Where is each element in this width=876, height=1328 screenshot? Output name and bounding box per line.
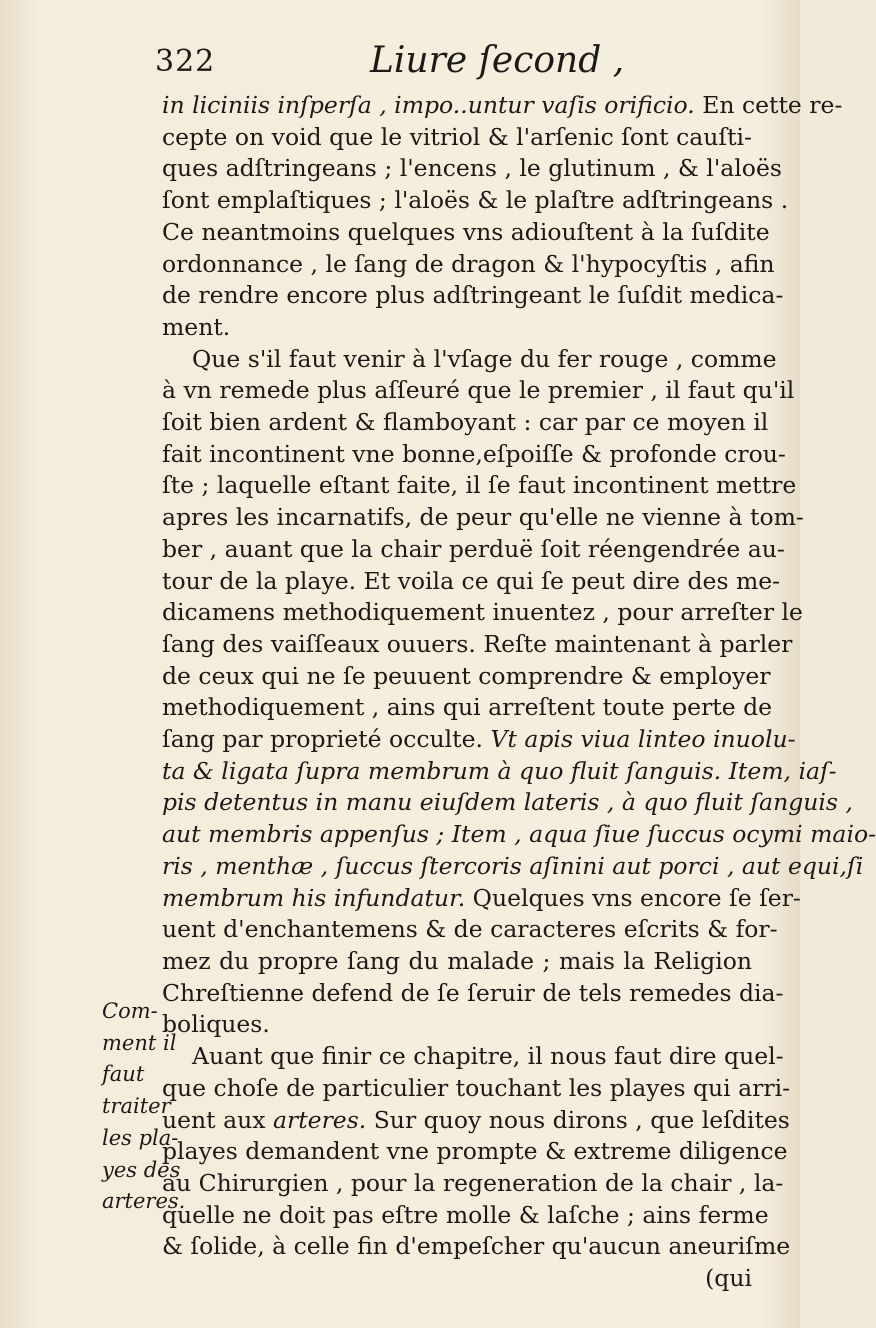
text-line: Que s'il faut venir à l'vſage du fer rouge , comme <box>192 344 777 373</box>
text-line: tour de la playe. Et voila ce qui ſe peut dire des me- <box>162 566 781 595</box>
text-line: uent aux arteres. Sur quoy nous dirons , que leſdites <box>162 1105 790 1134</box>
text-line: que choſe de particulier touchant les playes qui arri- <box>162 1073 791 1102</box>
text-line: Chreſtienne defend de ſe ſeruir de tels remedes dia- <box>162 978 784 1007</box>
text-line: ta & ligata ſupra membrum à quo fluit ſanguis. Item, iaſ- <box>162 756 837 785</box>
text-line: apres les incarnatifs, de peur qu'elle ne vienne à tom- <box>162 503 804 532</box>
text-line: ſont emplaſtiques ; l'aloës & le plaſtre adſtringeans . <box>162 186 789 215</box>
text-line: dicamens methodiquement inuentez , pour arreſter le <box>162 598 803 627</box>
text-line: de rendre encore plus adſtringeant le ſuſdit medica- <box>162 281 784 310</box>
text-line: ſte ; laquelle eſtant faite, il ſe faut incontinent mettre <box>162 471 797 500</box>
text-line: fait incontinent vne bonne,eſpoiſſe & profonde crou- <box>162 439 786 468</box>
text-line: ordonnance , le ſang de dragon & l'hypocyſtis , afin <box>162 249 775 278</box>
page-number: 322 <box>155 44 216 79</box>
body-text <box>162 90 876 1295</box>
text-line: playes demandent vne prompte & extreme diligence <box>162 1137 788 1166</box>
text-line: mez du propre ſang du malade ; mais la Religion <box>162 946 752 975</box>
margin-note-line: Com- <box>102 999 158 1023</box>
text-line: quelle ne doit pas eſtre molle & laſche ; ains ferme <box>162 1200 769 1229</box>
text-line: ſoit bien ardent & flamboyant : car par ce moyen il <box>162 408 769 437</box>
text-line: ques adſtringeans ; l'encens , le glutinum , & l'aloës <box>162 154 782 183</box>
text-line: Auant que finir ce chapitre, il nous faut dire quel- <box>192 1042 784 1071</box>
text-line: ris , menthæ , ſuccus ſtercoris aſinini aut porci , aut equi,ſi <box>162 851 864 880</box>
text-line: ſang des vaiſſeaux ouuers. Reſte maintenant à parler <box>162 629 793 658</box>
margin-note-line: les pla- <box>102 1125 179 1150</box>
text-line: à vn remede plus aſſeuré que le premier , il faut qu'il <box>162 376 795 405</box>
margin-note <box>102 996 186 1218</box>
margin-note-line: ment il <box>102 1030 177 1055</box>
text-line: ber , auant que la chair perduë ſoit réengendrée au- <box>162 534 785 563</box>
margin-note-line: faut <box>102 1062 145 1087</box>
text-line: uent d'enchantemens & de caracteres eſcrits & for- <box>162 915 778 944</box>
text-line: pis detentus in manu eiuſdem lateris , à quo fluit ſanguis , <box>162 788 853 817</box>
text-line: cepte on void que le vitriol & l'arſenic ſont cauſti- <box>162 122 753 151</box>
text-line: Ce neantmoins quelques vns adiouſtent à la ſuſdite <box>162 217 770 246</box>
page-header <box>155 40 755 86</box>
margin-note-line: arteres. <box>102 1189 186 1214</box>
margin-note-line: yes des <box>102 1157 181 1182</box>
text-line: au Chirurgien , pour la regeneration de la chair , la- <box>162 1168 784 1197</box>
text-line: ſang par proprieté occulte. Vt apis viua linteo inuolu- <box>162 725 796 754</box>
margin-note-line: traiter <box>102 1094 171 1119</box>
text-line: boliques. <box>162 1010 270 1039</box>
text-line: & ſolide, à celle fin d'empeſcher qu'aucun aneuriſme <box>162 1232 791 1261</box>
text-line: methodiquement , ains qui arreſtent toute perte de <box>162 693 773 722</box>
text-line: ment. <box>162 312 231 341</box>
text-line: in liciniis inſperſa , impo..untur vaſis orificio. En cette re- <box>162 91 843 119</box>
text-line: membrum his infundatur. Quelques vns encore ſe ſer- <box>162 883 801 912</box>
text-line: aut membris appenſus ; Item , aqua ſiue ſuccus ocymi maio- <box>162 820 876 849</box>
running-head: Liure ſecond , <box>370 40 625 81</box>
catchword: (qui <box>705 1264 752 1293</box>
text-line: de ceux qui ne ſe peuuent comprendre & employer <box>162 661 771 690</box>
